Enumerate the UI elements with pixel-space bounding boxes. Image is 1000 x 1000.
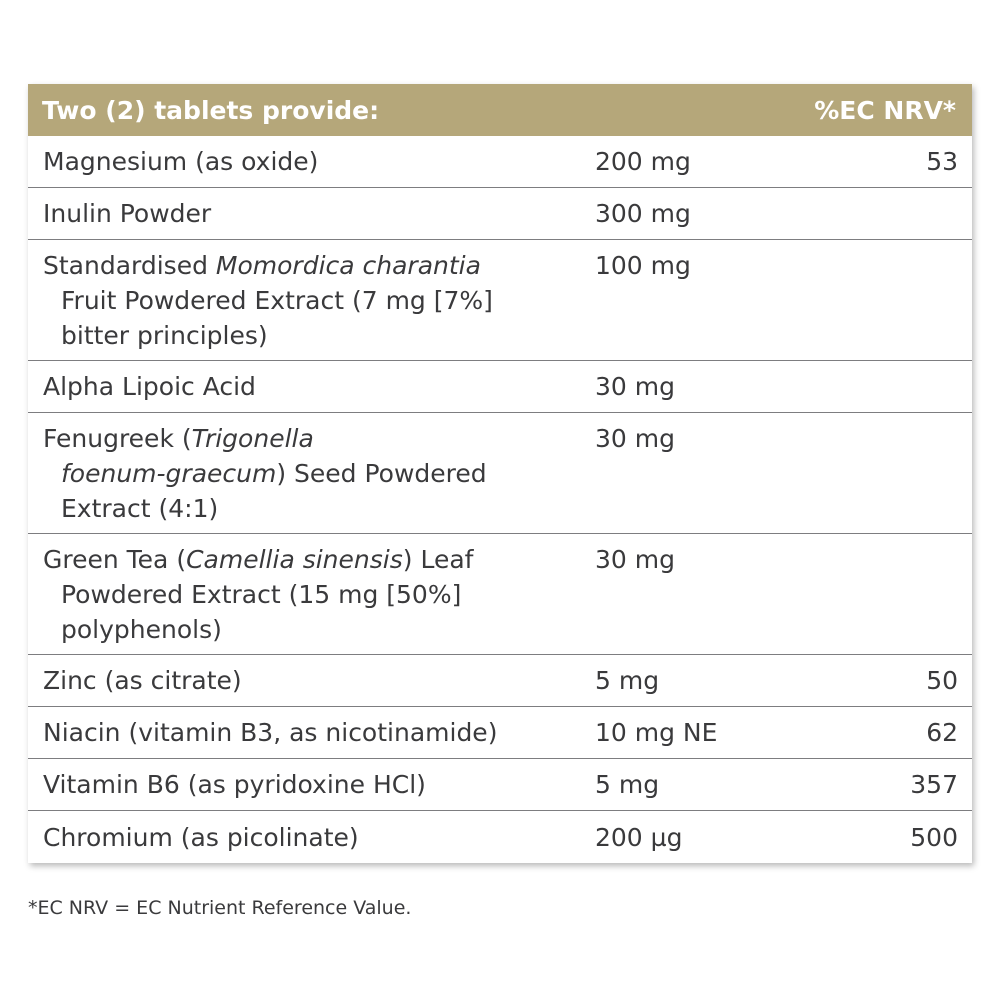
ingredient-amount: 10 mg NE	[595, 718, 718, 747]
footnote: *EC NRV = EC Nutrient Reference Value.	[28, 897, 412, 919]
ingredient-name	[28, 421, 580, 526]
name-part: polyphenols)	[61, 615, 222, 644]
ingredient-amount: 300 mg	[595, 199, 691, 228]
ingredient-amount: 30 mg	[595, 372, 675, 401]
ingredient-nrv: 50	[926, 666, 958, 695]
name-part: Fruit Powdered Extract (7 mg [7%]	[61, 286, 493, 315]
name-part: Extract (4:1)	[61, 494, 219, 523]
ingredient-amount: 100 mg	[595, 251, 691, 280]
name-part: ) Seed Powdered	[276, 459, 487, 488]
table-row-vitamin-b6	[28, 759, 972, 811]
header-nrv-label: %EC NRV*	[814, 95, 956, 125]
table-row-chromium	[28, 811, 972, 863]
table-row-fenugreek	[28, 413, 972, 534]
table-row-inulin	[28, 188, 972, 240]
name-part: Green Tea (	[43, 545, 187, 574]
name-line	[43, 456, 580, 491]
ingredient-name: Magnesium (as oxide)	[43, 147, 319, 176]
ingredient-name	[28, 248, 580, 353]
table-row-momordica	[28, 240, 972, 361]
table-row-zinc	[28, 655, 972, 707]
supplement-facts-table	[28, 84, 972, 863]
ingredient-nrv: 500	[910, 822, 958, 852]
ingredient-name: Zinc (as citrate)	[43, 666, 242, 695]
name-part-latin: Trigonella	[191, 424, 314, 453]
ingredient-nrv: 53	[926, 147, 958, 176]
name-part: Powdered Extract (15 mg [50%]	[61, 580, 462, 609]
name-part: Fenugreek (	[43, 424, 192, 453]
ingredient-name: Vitamin B6 (as pyridoxine HCl)	[43, 770, 426, 799]
ingredient-amount: 5 mg	[595, 770, 660, 799]
ingredient-name: Alpha Lipoic Acid	[43, 372, 256, 401]
name-part: Standardised	[43, 251, 216, 280]
name-part-latin: Momordica charantia	[215, 251, 481, 280]
table-row-magnesium	[28, 136, 972, 188]
ingredient-name	[28, 542, 580, 647]
ingredient-name: Niacin (vitamin B3, as nicotinamide)	[43, 718, 498, 747]
ingredient-amount: 200 µg	[595, 822, 683, 852]
name-part-latin: foenum-graecum	[61, 459, 277, 488]
ingredient-amount: 5 mg	[595, 666, 660, 695]
ingredient-amount: 30 mg	[595, 545, 675, 574]
table-header	[28, 84, 972, 136]
name-part: ) Leaf	[402, 545, 474, 574]
table-row-green-tea	[28, 534, 972, 655]
ingredient-amount: 200 mg	[595, 147, 691, 176]
ingredient-nrv: 357	[910, 770, 958, 799]
ingredient-nrv: 62	[926, 718, 958, 747]
ingredient-amount: 30 mg	[595, 424, 675, 453]
table-row-niacin	[28, 707, 972, 759]
name-part: bitter principles)	[61, 321, 268, 350]
ingredient-name: Inulin Powder	[43, 199, 212, 228]
header-title: Two (2) tablets provide:	[42, 95, 380, 125]
table-row-alpha-lipoic	[28, 361, 972, 413]
ingredient-name: Chromium (as picolinate)	[43, 822, 359, 852]
name-part-latin: Camellia sinensis	[186, 545, 403, 574]
